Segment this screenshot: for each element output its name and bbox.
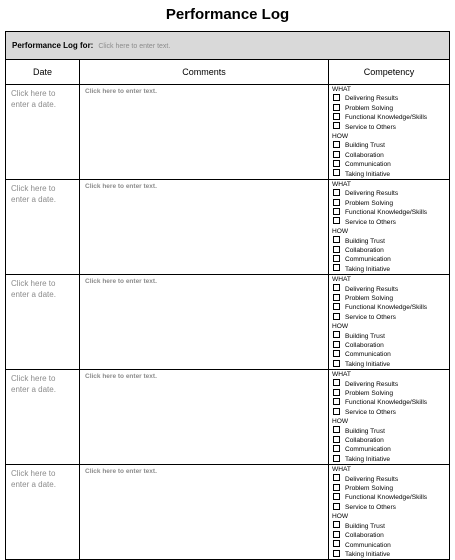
how-label: HOW [332, 513, 349, 521]
date-placeholder-line2: enter a date. [11, 385, 56, 395]
competency-checkbox-item[interactable] [332, 389, 449, 398]
competency-label: Building Trust [345, 427, 385, 435]
what-list [332, 380, 449, 418]
comment-placeholder: Click here to enter text. [85, 373, 157, 381]
competency-label: Service to Others [345, 313, 396, 321]
how-label: HOW [332, 228, 349, 236]
date-placeholder-line2: enter a date. [11, 290, 56, 300]
checkbox-icon[interactable] [333, 169, 340, 176]
how-label: HOW [332, 133, 349, 141]
competency-label: Building Trust [345, 332, 385, 340]
checkbox-icon[interactable] [333, 141, 340, 148]
competency-label: Problem Solving [345, 485, 394, 493]
date-placeholder [11, 88, 79, 110]
date-input[interactable] [6, 180, 80, 275]
competency-label: Service to Others [345, 503, 396, 511]
date-placeholder-line1: Click here to [11, 279, 56, 289]
what-label: WHAT [332, 466, 351, 474]
comment-placeholder: Click here to enter text. [85, 278, 157, 286]
how-list [332, 141, 449, 179]
checkbox-icon[interactable] [333, 264, 340, 271]
how-list [332, 237, 449, 275]
how-list [332, 332, 449, 370]
checkbox-icon[interactable] [333, 94, 340, 101]
competency-label: Collaboration [345, 341, 384, 349]
competency-label: Building Trust [345, 522, 385, 530]
competency-checkbox-item[interactable] [332, 303, 449, 312]
competency-label: Taking Initiative [345, 455, 391, 463]
checkbox-icon[interactable] [333, 104, 340, 111]
competency-checkbox-item[interactable] [332, 208, 449, 217]
checkbox-icon[interactable] [333, 484, 340, 491]
comment-input[interactable] [80, 465, 329, 560]
checkbox-icon[interactable] [333, 160, 340, 167]
competency-checkbox-item[interactable] [332, 218, 449, 227]
competency-label: Problem Solving [345, 294, 394, 302]
log-for-input[interactable]: Click here to enter text. [98, 43, 171, 50]
competency-checkbox-item[interactable] [332, 360, 449, 369]
comment-input[interactable] [80, 180, 329, 275]
date-input[interactable] [6, 85, 80, 180]
table-row [6, 465, 450, 560]
checkbox-icon[interactable] [333, 199, 340, 206]
what-list [332, 189, 449, 227]
competency-checkbox-item[interactable] [332, 475, 449, 484]
log-for-cell [6, 32, 450, 60]
comment-placeholder: Click here to enter text. [85, 468, 157, 476]
checkbox-icon[interactable] [333, 455, 340, 462]
date-placeholder [11, 278, 79, 300]
date-input[interactable] [6, 370, 80, 465]
what-label: WHAT [332, 371, 351, 379]
date-header: Date [6, 60, 80, 85]
competency-checkbox-item[interactable] [332, 246, 449, 255]
competency-label: Service to Others [345, 123, 396, 131]
competency-label: Communication [345, 351, 391, 359]
checkbox-icon[interactable] [333, 236, 340, 243]
checkbox-icon[interactable] [333, 550, 340, 557]
checkbox-icon[interactable] [333, 246, 340, 253]
checkbox-icon[interactable] [333, 389, 340, 396]
checkbox-icon[interactable] [333, 445, 340, 452]
competency-label: Collaboration [345, 246, 384, 254]
competency-checkbox-item[interactable] [332, 265, 449, 274]
competency-checkbox-item[interactable] [332, 350, 449, 359]
comment-input[interactable] [80, 275, 329, 370]
competency-label: Taking Initiative [345, 170, 391, 178]
how-label: HOW [332, 323, 349, 331]
competency-label: Collaboration [345, 532, 384, 540]
competency-checkbox-item[interactable] [332, 341, 449, 350]
competency-checkbox-item[interactable] [332, 141, 449, 150]
competency-checkbox-item[interactable] [332, 113, 449, 122]
competency-checkbox-item[interactable] [332, 522, 449, 531]
competency-checkbox-item[interactable] [332, 255, 449, 264]
checkbox-icon[interactable] [333, 113, 340, 120]
checkbox-icon[interactable] [333, 398, 340, 405]
competency-checkbox-item[interactable] [332, 294, 449, 303]
table-row [6, 85, 450, 180]
how-label: HOW [332, 418, 349, 426]
competency-checkbox-item[interactable] [332, 493, 449, 502]
checkbox-icon[interactable] [333, 493, 340, 500]
page-title: Performance Log [165, 6, 290, 23]
competency-label: Functional Knowledge/Skills [345, 114, 428, 122]
checkbox-icon[interactable] [333, 284, 340, 291]
competency-checkbox-item[interactable] [332, 531, 449, 540]
date-placeholder-line2: enter a date. [11, 480, 56, 490]
competency-checkbox-item[interactable] [332, 94, 449, 103]
what-label: WHAT [332, 86, 351, 93]
date-placeholder-line1: Click here to [11, 374, 56, 384]
what-list [332, 94, 449, 132]
checkbox-icon[interactable] [333, 303, 340, 310]
competency-label: Problem Solving [345, 390, 394, 397]
competency-checkbox-item[interactable] [332, 199, 449, 208]
checkbox-icon[interactable] [333, 360, 340, 367]
entries-body [6, 85, 450, 560]
competency-checkbox-item[interactable] [332, 380, 449, 389]
performance-log-table [5, 31, 450, 560]
competency-label: Communication [345, 446, 391, 454]
competency-label: Taking Initiative [345, 265, 391, 273]
competency-label: Taking Initiative [345, 550, 391, 558]
date-placeholder-line1: Click here to [11, 89, 56, 98]
competency-checkbox-item[interactable] [332, 503, 449, 512]
checkbox-icon[interactable] [333, 313, 340, 320]
competency-label: Delivering Results [345, 190, 399, 198]
checkbox-icon[interactable] [333, 294, 340, 301]
competency-checkbox-item[interactable] [332, 104, 449, 113]
competency-label: Building Trust [345, 142, 385, 150]
competency-checkbox-item[interactable] [332, 189, 449, 198]
how-list [332, 427, 449, 465]
checkbox-icon[interactable] [333, 208, 340, 215]
competency-checkbox-item[interactable] [332, 445, 449, 454]
competency-label: Delivering Results [345, 285, 399, 293]
comment-placeholder: Click here to enter text. [85, 88, 157, 95]
competency-label: Service to Others [345, 408, 396, 416]
competency-label: Delivering Results [345, 95, 399, 103]
competency-checkbox-item[interactable] [332, 427, 449, 436]
checkbox-icon[interactable] [333, 521, 340, 528]
competency-label: Communication [345, 256, 391, 264]
checkbox-icon[interactable] [333, 531, 340, 538]
date-placeholder [11, 183, 79, 205]
competency-label: Delivering Results [345, 380, 399, 388]
competency-checkbox-item[interactable] [332, 332, 449, 341]
date-placeholder-line2: enter a date. [11, 195, 56, 205]
competency-label: Functional Knowledge/Skills [345, 399, 428, 407]
comments-header: Comments [80, 60, 329, 85]
competency-label: Taking Initiative [345, 360, 391, 368]
competency-cell [329, 85, 450, 180]
competency-checkbox-item[interactable] [332, 237, 449, 246]
competency-checkbox-item[interactable] [332, 398, 449, 407]
competency-checkbox-item[interactable] [332, 123, 449, 132]
competency-checkbox-item[interactable] [332, 484, 449, 493]
date-placeholder-line2: enter a date. [11, 100, 56, 109]
table-row [6, 180, 450, 275]
checkbox-icon[interactable] [333, 189, 340, 196]
date-input[interactable] [6, 275, 80, 370]
checkbox-icon[interactable] [333, 151, 340, 158]
competency-label: Service to Others [345, 218, 396, 226]
what-list [332, 475, 449, 513]
log-for-row [6, 32, 450, 60]
checkbox-icon[interactable] [333, 436, 340, 443]
what-label: WHAT [332, 276, 351, 284]
checkbox-icon[interactable] [333, 503, 340, 510]
checkbox-icon[interactable] [333, 331, 340, 338]
checkbox-icon[interactable] [333, 426, 340, 433]
competency-cell [329, 370, 450, 465]
what-label: WHAT [332, 181, 351, 189]
competency-cell [329, 180, 450, 275]
comment-placeholder: Click here to enter text. [85, 183, 157, 191]
date-placeholder-line1: Click here to [11, 469, 56, 479]
competency-label: Functional Knowledge/Skills [345, 494, 428, 502]
checkbox-icon[interactable] [333, 350, 340, 357]
competency-checkbox-item[interactable] [332, 160, 449, 169]
comment-input[interactable] [80, 370, 329, 465]
log-for-label: Performance Log for: [12, 41, 94, 50]
checkbox-icon[interactable] [333, 379, 340, 386]
competency-checkbox-item[interactable] [332, 151, 449, 160]
competency-checkbox-item[interactable] [332, 550, 449, 559]
competency-label: Delivering Results [345, 475, 399, 483]
competency-label: Collaboration [345, 151, 384, 159]
competency-cell [329, 465, 450, 560]
competency-label: Problem Solving [345, 199, 394, 207]
competency-label: Communication [345, 541, 391, 549]
checkbox-icon[interactable] [333, 540, 340, 547]
competency-checkbox-item[interactable] [332, 313, 449, 322]
competency-cell [329, 275, 450, 370]
competency-label: Functional Knowledge/Skills [345, 209, 428, 217]
competency-checkbox-item[interactable] [332, 285, 449, 294]
how-list [332, 522, 449, 560]
checkbox-icon[interactable] [333, 122, 340, 129]
comment-input[interactable] [80, 85, 329, 180]
checkbox-icon[interactable] [333, 341, 340, 348]
competency-label: Problem Solving [345, 104, 394, 112]
date-placeholder [11, 373, 79, 395]
competency-checkbox-item[interactable] [332, 541, 449, 550]
competency-label: Communication [345, 161, 391, 169]
competency-checkbox-item[interactable] [332, 436, 449, 445]
date-input[interactable] [6, 465, 80, 560]
checkbox-icon[interactable] [333, 217, 340, 224]
competency-checkbox-item[interactable] [332, 408, 449, 417]
date-placeholder-line1: Click here to [11, 184, 56, 194]
checkbox-icon[interactable] [333, 474, 340, 481]
date-placeholder [11, 468, 79, 490]
checkbox-icon[interactable] [333, 408, 340, 415]
competency-label: Collaboration [345, 437, 384, 445]
table-row [6, 370, 450, 465]
header-row [6, 60, 450, 85]
competency-header: Competency [329, 60, 450, 85]
competency-label: Building Trust [345, 237, 385, 245]
table-row [6, 275, 450, 370]
checkbox-icon[interactable] [333, 255, 340, 262]
what-list [332, 285, 449, 323]
competency-checkbox-item[interactable] [332, 455, 449, 464]
competency-checkbox-item[interactable] [332, 170, 449, 179]
competency-label: Functional Knowledge/Skills [345, 304, 428, 312]
